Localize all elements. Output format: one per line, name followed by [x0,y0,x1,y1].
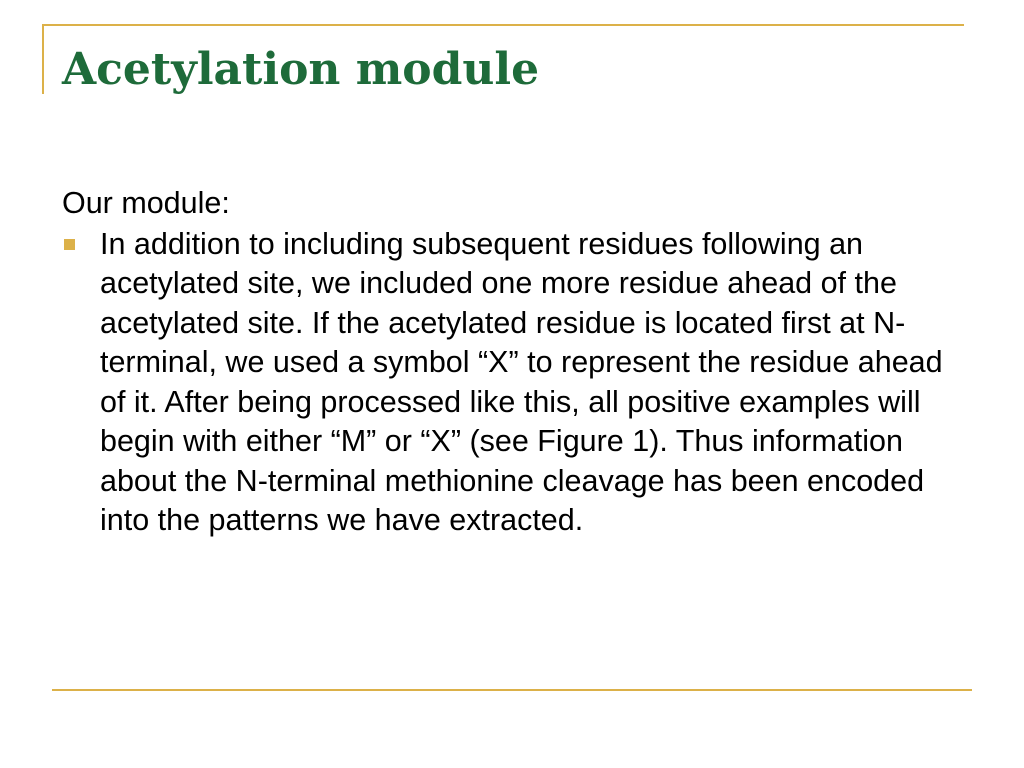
bullet-text: In addition to including subsequent residues following an acetylated site, we included one more residue ahead of the acetylated site. If the acetylated residue is located first at N-terminal, we used a symbol “X” to represent the residue ahead of it. After being processed like this, all positive examples will begin with either “M” or “X” (see Figure 1). Thus information about the N-terminal methionine cleavage has been encoded into the patterns we have extracted. [100,226,943,537]
square-bullet-icon [64,239,75,250]
bottom-accent-rule [52,689,972,691]
slide-title: Acetylation module [62,44,540,95]
bullet-item [62,225,962,541]
slide-body [62,184,962,541]
top-accent-rule [42,24,964,26]
left-accent-rule [42,24,44,94]
intro-text: Our module: [62,186,230,220]
